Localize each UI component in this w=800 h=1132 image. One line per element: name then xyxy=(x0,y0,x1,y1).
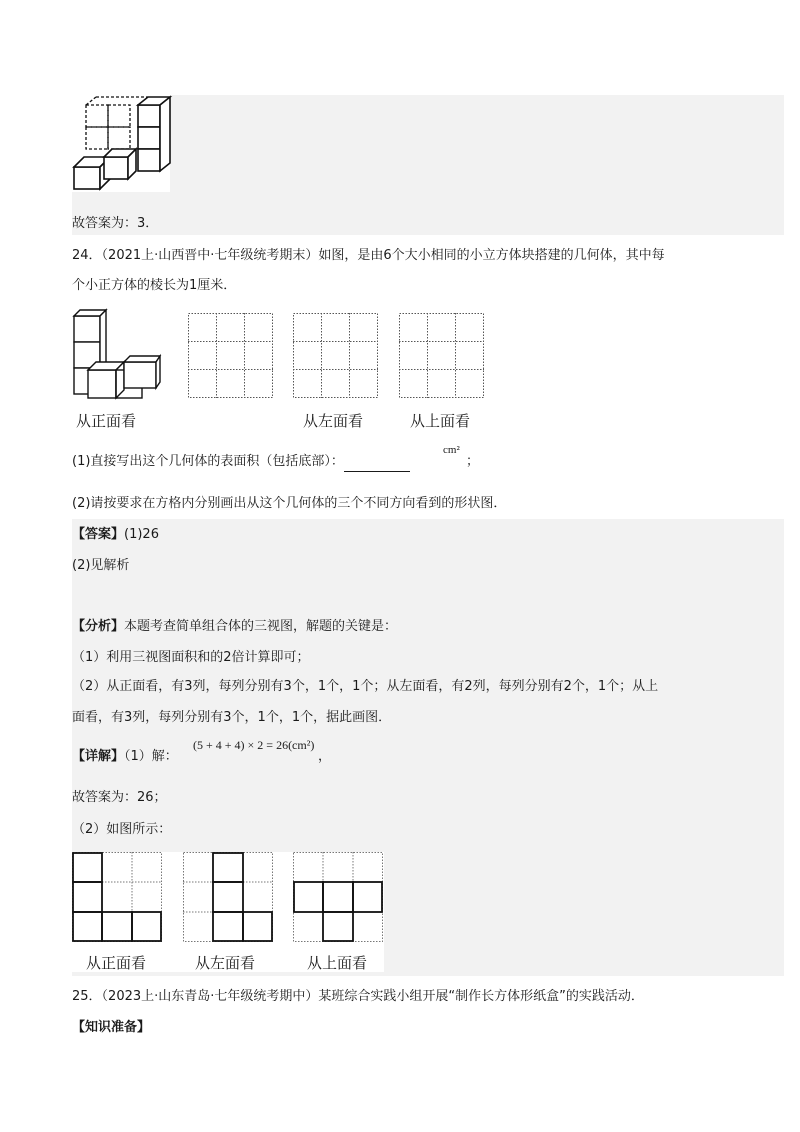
answer-line2: (2)见解析 xyxy=(72,558,130,573)
solution-top-view xyxy=(293,852,385,944)
detail-text: （1）解： xyxy=(124,749,178,764)
analysis-1: （1）利用三视图面积和的2倍计算即可； xyxy=(72,650,310,665)
analysis-2a: （2）从正面看，有3列，每列分别有3个，1个，1个；从左面看，有2列，每列分别有2个，1个；从上 xyxy=(72,679,659,694)
q24-stem-line2: 个小正方体的棱长为1厘米． xyxy=(72,278,237,293)
sol-label-top: 从上面看 xyxy=(307,954,368,972)
answer-final: 故答案为：26； xyxy=(72,790,167,805)
prev-answer-line: 故答案为：3． xyxy=(72,216,159,231)
q24-part2: (2)请按要求在方格内分别画出从这个几何体的三个不同方向看到的形状图． xyxy=(72,496,507,511)
analysis-tag: 【分析】 xyxy=(72,619,125,634)
q24-part1 xyxy=(72,452,410,472)
answer-shade-top xyxy=(72,95,784,235)
solution-left-view xyxy=(183,852,275,944)
prev-cube-figure xyxy=(72,95,172,195)
solution-front-view xyxy=(72,852,164,944)
analysis-2b: 面看，有3列，每列分别有3个，1个，1个，据此画图． xyxy=(72,710,392,725)
grid-top-empty xyxy=(399,313,485,399)
analysis-text: 本题考查简单组合体的三视图，解题的关键是： xyxy=(124,619,398,634)
answer-line1 xyxy=(72,525,159,545)
analysis-line xyxy=(72,617,397,637)
q24-number: 24． xyxy=(72,248,102,263)
q25-stem-text: 某班综合实践小组开展“制作长方体形纸盒”的实践活动． xyxy=(318,989,644,1004)
q24-stem1: 如图，是由6个大小相同的小立方体块搭建的几何体，其中每 xyxy=(318,248,665,263)
q24-solid-figure xyxy=(72,308,162,400)
q24-source: （2021上·山西晋中·七年级统考期末） xyxy=(101,248,319,263)
answer-tag: 【答案】 xyxy=(72,527,125,542)
answer-blank xyxy=(344,457,410,472)
q25-source: （2023上·山东青岛·七年级统考期中） xyxy=(101,989,319,1004)
detail-formula: (5 + 4 + 4) × 2 = 26(cm²) xyxy=(193,738,315,752)
q25-number: 25． xyxy=(72,989,102,1004)
detail-line xyxy=(72,747,178,767)
part1-unit: cm² xyxy=(443,444,460,456)
part1-end: ； xyxy=(466,454,480,469)
label-top-view: 从上面看 xyxy=(410,412,471,430)
as-shown: （2）如图所示： xyxy=(72,822,172,837)
sol-label-left: 从左面看 xyxy=(195,954,256,972)
answer1: (1)26 xyxy=(124,527,159,542)
grid-front-empty xyxy=(188,313,274,399)
label-left-view: 从左面看 xyxy=(303,412,364,430)
detail-tag: 【详解】 xyxy=(72,749,125,764)
part1-text: (1)直接写出这个几何体的表面积（包括底部）： xyxy=(72,454,344,469)
label-front-view: 从正面看 xyxy=(76,412,137,430)
grid-left-empty xyxy=(293,313,379,399)
detail-end: ， xyxy=(318,749,332,764)
q25-stem xyxy=(72,987,644,1007)
q25-section: 【知识准备】 xyxy=(72,1020,151,1035)
sol-label-front: 从正面看 xyxy=(86,954,147,972)
q24-stem-line1 xyxy=(72,246,665,266)
